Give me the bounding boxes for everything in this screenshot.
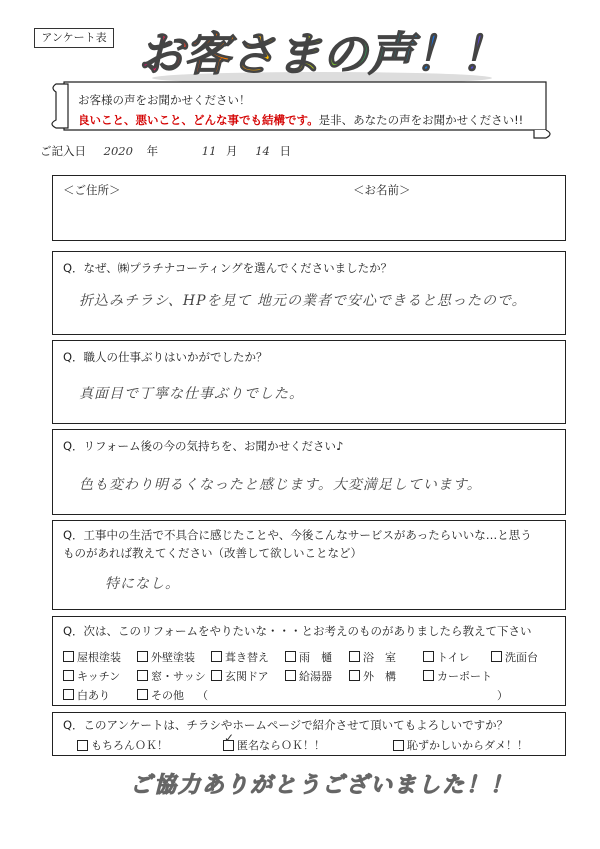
q6-box	[52, 712, 566, 756]
banner-line2	[78, 112, 523, 128]
checkbox-icon[interactable]	[349, 651, 360, 662]
option-gutter[interactable]: 雨 樋	[285, 649, 349, 665]
q4-box[interactable]	[52, 520, 566, 610]
scroll-banner	[46, 78, 556, 142]
survey-tag: アンケート表	[34, 28, 114, 48]
checkbox-icon[interactable]	[211, 651, 222, 662]
checkbox-icon[interactable]	[63, 651, 74, 662]
q4-question-line1: Q．工事中の生活で不具合に感じたことや、今後こんなサービスがあったらいいな…と思う	[63, 528, 532, 542]
q2-question: Q．職人の仕事ぶりはいかがでしたか？	[63, 350, 268, 364]
q2-box[interactable]	[52, 340, 566, 424]
option-roof-paint[interactable]: 屋根塗装	[63, 649, 137, 665]
q3-box[interactable]	[52, 429, 566, 515]
option-reroof[interactable]: 葺き替え	[211, 649, 285, 665]
checkbox-icon[interactable]	[423, 651, 434, 662]
q3-answer: 色も変わり明るくなったと感じます。大変満足しています。	[79, 477, 482, 493]
q5-question: Q．次は、このリフォームをやりたいな・・・とお考えのものがありましたら教えて下さい	[63, 624, 532, 638]
date-month[interactable]: 11	[201, 144, 217, 158]
checkbox-icon[interactable]	[285, 651, 296, 662]
checkbox-icon[interactable]	[393, 740, 404, 751]
checkbox-icon[interactable]	[63, 670, 74, 681]
date-month-unit: 月	[226, 144, 238, 158]
checkbox-icon[interactable]	[423, 670, 434, 681]
address-label: ＜ご住所＞	[63, 183, 121, 197]
q5-box	[52, 616, 566, 706]
option-wall-paint[interactable]: 外壁塗装	[137, 649, 211, 665]
option-window[interactable]: 窓・サッシ	[137, 668, 211, 684]
checkbox-icon[interactable]	[285, 670, 296, 681]
address-name-box[interactable]	[52, 175, 566, 241]
option-carport[interactable]: カーポート	[423, 668, 513, 684]
option-other[interactable]: その他	[137, 687, 197, 703]
q6-option-anonymous[interactable]: ✓ 匿名ならＯＫ！！	[224, 731, 325, 752]
q5-options	[63, 647, 551, 704]
option-other-input[interactable]: （	[197, 688, 208, 702]
option-exterior[interactable]: 外 構	[349, 668, 423, 684]
option-toilet[interactable]: トイレ	[423, 649, 491, 665]
name-label: ＜お名前＞	[353, 183, 411, 197]
option-water-heater[interactable]: 給湯器	[285, 668, 349, 684]
q3-question: Q．リフォーム後の今の気持ちを、お聞かせください♪	[63, 439, 344, 453]
date-day[interactable]: 14	[255, 144, 270, 158]
banner-line2-red: 良いこと、悪いこと、どんな事でも結構です。	[78, 113, 319, 127]
checkbox-icon[interactable]	[349, 670, 360, 681]
check-mark-icon: ✓	[224, 731, 235, 745]
page-title: お客さまの声！！	[138, 27, 506, 81]
thanks-message: ご協力ありがとうございました！！	[130, 773, 515, 798]
option-other-close: ）	[497, 688, 508, 702]
checkbox-icon[interactable]	[211, 670, 222, 681]
q4-question-line2: ものがあれば教えてください（改善して欲しいことなど）	[63, 546, 362, 560]
q6-option-ok[interactable]: もちろんＯＫ！	[77, 737, 223, 753]
date-row	[40, 143, 291, 159]
q5-options-row1	[63, 647, 551, 666]
banner-line1: お客様の声をお聞かせください！	[78, 93, 251, 107]
q1-box[interactable]	[52, 251, 566, 335]
q5-options-row2	[63, 666, 551, 685]
option-kitchen[interactable]: キッチン	[63, 668, 137, 684]
checkbox-icon[interactable]	[63, 689, 74, 700]
q6-options	[77, 731, 528, 753]
checkbox-icon[interactable]	[137, 651, 148, 662]
banner-line2-rest: 是非、あなたの声をお聞かせください!!	[318, 113, 524, 127]
q6-question: Q．このアンケートは、チラシやホームページで紹介させて頂いてもよろしいですか？	[63, 718, 509, 732]
q1-answer: 折込みチラシ、HPを見て 地元の業者で安心できると思ったので。	[79, 293, 527, 309]
checkbox-icon[interactable]	[77, 740, 88, 751]
option-bathroom[interactable]: 浴 室	[349, 649, 423, 665]
date-label: ご記入日	[40, 144, 86, 158]
option-termite[interactable]: 白あり	[63, 687, 137, 703]
q6-option-no[interactable]: 恥ずかしいからダメ！！	[393, 737, 528, 753]
q2-answer: 真面目で丁寧な仕事ぶりでした。	[79, 386, 304, 402]
option-entrance-door[interactable]: 玄関ドア	[211, 668, 285, 684]
option-washbasin[interactable]: 洗面台	[491, 649, 551, 665]
date-year[interactable]: 2020	[103, 144, 133, 158]
q4-answer: 特になし。	[105, 576, 180, 592]
date-year-unit: 年	[146, 144, 159, 158]
checkbox-icon[interactable]	[137, 670, 148, 681]
q5-options-row3	[63, 685, 551, 704]
q1-question: Q．なぜ、㈱プラチナコーティングを選んでくださいましたか？	[63, 261, 393, 275]
checkbox-icon[interactable]	[137, 689, 148, 700]
date-day-unit: 日	[279, 144, 291, 158]
checkbox-icon[interactable]	[491, 651, 502, 662]
